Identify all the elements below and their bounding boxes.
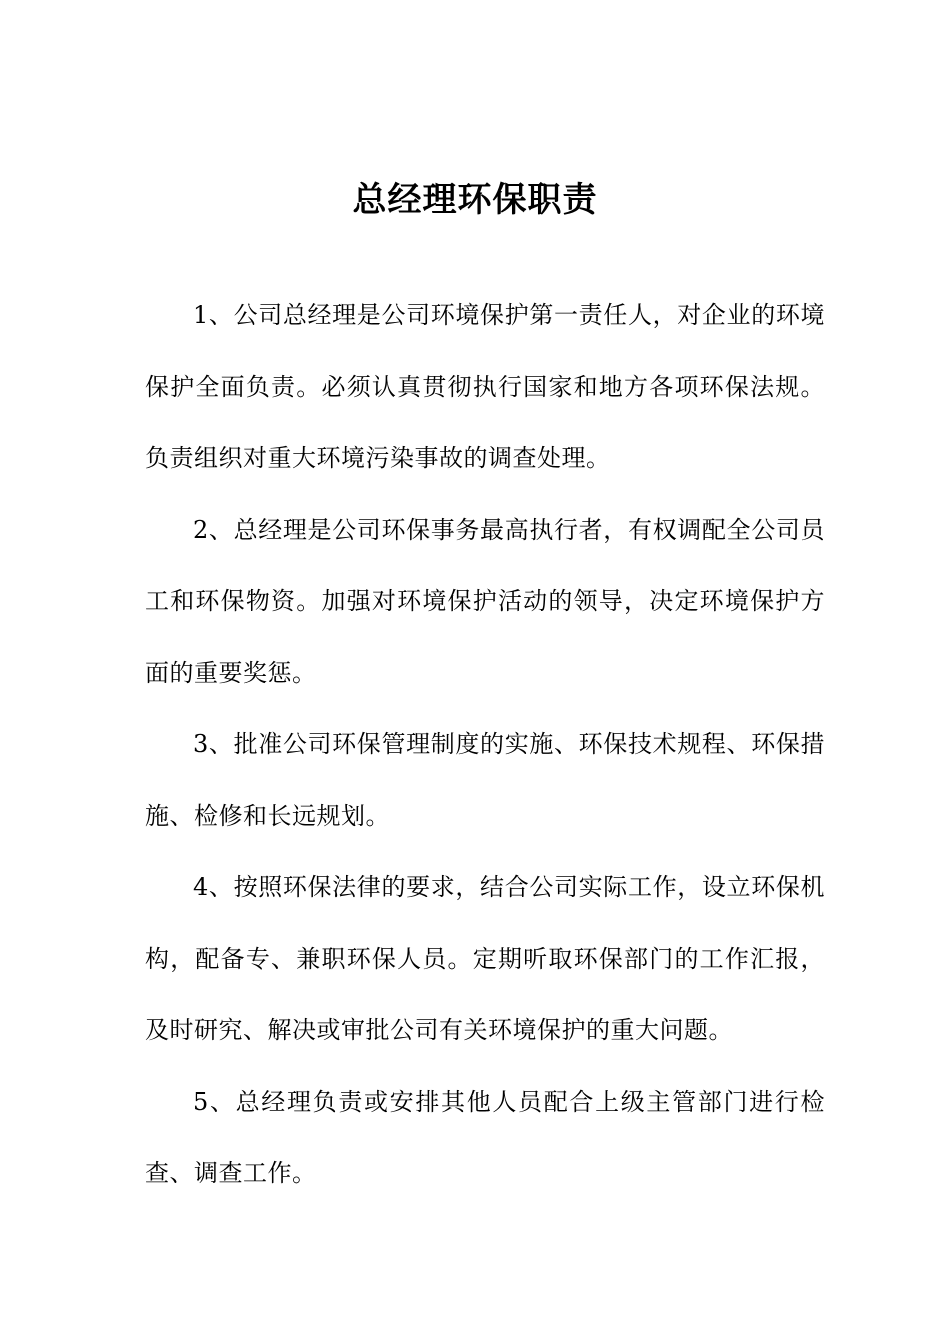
paragraph-1: 1、公司总经理是公司环境保护第一责任人，对企业的环境保护全面负责。必须认真贯彻执行国家和地方各项环保法规。负责组织对重大环境污染事故的调查处理。 — [145, 301, 825, 472]
paragraph-4: 4、按照环保法律的要求，结合公司实际工作，设立环保机构，配备专、兼职环保人员。定期听取环保部门的工作汇报，及时研究、解决或审批公司有关环境保护的重大问题。 — [145, 873, 825, 1044]
paragraph-3: 3、批准公司环保管理制度的实施、环保技术规程、环保措施、检修和长远规划。 — [145, 730, 825, 830]
paragraph-2: 2、总经理是公司环保事务最高执行者，有权调配全公司员工和环保物资。加强对环境保护活动的领导，决定环境保护方面的重要奖惩。 — [145, 515, 825, 687]
document-title: 总经理环保职责 — [352, 180, 598, 220]
document-body — [145, 280, 825, 1210]
paragraph-5: 5、总经理负责或安排其他人员配合上级主管部门进行检查、调查工作。 — [145, 1087, 825, 1187]
